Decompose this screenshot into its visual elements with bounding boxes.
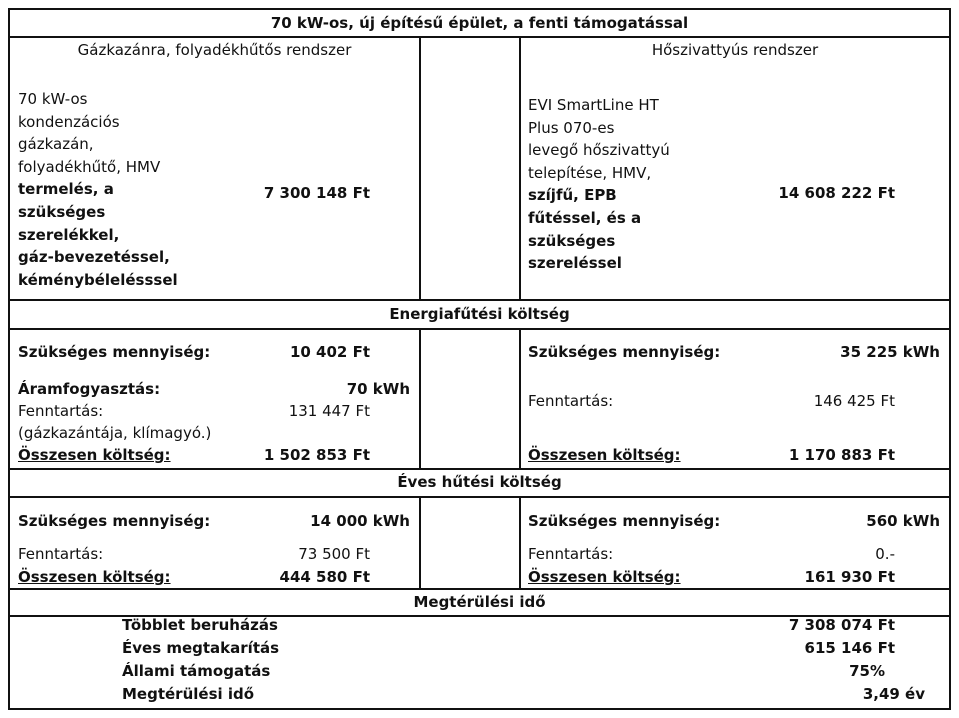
rule-payback-top	[10, 588, 949, 590]
cooling-left-need-label: Szükséges mennyiség:	[18, 512, 211, 530]
right-desc-line: telepítése, HMV,	[528, 163, 652, 182]
left-desc-line: kéménybélelésssel	[18, 270, 178, 289]
cooling-left-fee-label: Fenntartás:	[18, 545, 104, 563]
energy-right-need-label: Szükséges mennyiség:	[528, 343, 721, 361]
payback-row-value: 615 146 Ft	[804, 639, 895, 657]
energy-left-price-label: Áramfogyasztás:	[18, 380, 161, 398]
page-title: 70 kW-os, új építésű épület, a fenti támogatással	[270, 14, 689, 32]
divider-2c	[519, 496, 521, 588]
rule-title	[10, 36, 949, 38]
energy-left-price-value: 70 kWh	[346, 380, 410, 398]
cost-comparison-table	[8, 8, 951, 710]
right-desc-line: Plus 070-es	[528, 118, 615, 137]
left-desc-line: kondenzációs	[18, 112, 120, 131]
energy-left-fee-value: 131 447 Ft	[288, 402, 370, 420]
cooling-right-fee-label: Fenntartás:	[528, 545, 614, 563]
left-investment-description	[18, 88, 178, 291]
energy-left-need-value: 10 402 Ft	[289, 343, 370, 361]
divider-1c	[419, 496, 421, 588]
rule-cooling-top	[10, 468, 949, 470]
divider-2b	[519, 328, 521, 468]
left-desc-line: termelés, a	[18, 180, 114, 199]
right-investment-description	[528, 94, 670, 275]
energy-right-total-label: Összesen költség:	[528, 446, 681, 464]
rule-energy-bottom	[10, 328, 949, 330]
energy-left-total-value: 1 502 853 Ft	[263, 446, 370, 464]
cooling-left-need-value: 14 000 kWh	[310, 512, 410, 530]
energy-right-fee-label: Fenntartás:	[528, 392, 614, 410]
cooling-right-need-label: Szükséges mennyiség:	[528, 512, 721, 530]
payback-row-label: Állami támogatás	[122, 662, 271, 680]
energy-left-total-label: Összesen költség:	[18, 446, 171, 464]
cooling-right-need-value: 560 kWh	[866, 512, 940, 530]
energy-left-need-label: Szükséges mennyiség:	[18, 343, 211, 361]
left-column-header: Gázkazánra, folyadékhűtős rendszer	[77, 41, 352, 59]
energy-right-need-value: 35 225 kWh	[840, 343, 940, 361]
divider-1b	[419, 328, 421, 468]
right-desc-line: fűtéssel, és a	[528, 208, 642, 227]
cooling-right-total-value: 161 930 Ft	[804, 568, 895, 586]
right-desc-line: szíjfű, EPB	[528, 186, 617, 205]
payback-row-value: 7 308 074 Ft	[788, 616, 895, 634]
cooling-left-total-label: Összesen költség:	[18, 568, 171, 586]
payback-row-label: Többlet beruházás	[122, 616, 278, 634]
cooling-section-header: Éves hűtési költség	[397, 473, 562, 491]
left-desc-line: gáz-bevezetéssel,	[18, 248, 170, 267]
rule-energy-top	[10, 299, 949, 301]
cooling-right-total-label: Összesen költség:	[528, 568, 681, 586]
cooling-left-fee-value: 73 500 Ft	[298, 545, 370, 563]
cooling-right-fee-value: 0.-	[875, 545, 895, 563]
cooling-left-total-value: 444 580 Ft	[279, 568, 370, 586]
right-desc-line: szükséges	[528, 231, 616, 250]
energy-left-fee-label: Fenntartás:	[18, 402, 104, 420]
energy-right-total-value: 1 170 883 Ft	[788, 446, 895, 464]
right-column-header: Hőszivattyús rendszer	[651, 41, 819, 59]
left-desc-line: 70 kW-os	[18, 90, 88, 108]
energy-section-header: Energiafűtési költség	[389, 305, 570, 323]
left-desc-line: szükséges	[18, 202, 106, 221]
payback-row-value: 75%	[849, 662, 885, 680]
payback-section-header: Megtérülési idő	[413, 593, 546, 611]
right-desc-line: EVI SmartLine HT	[528, 96, 659, 114]
right-desc-line: levegő hőszivattyú	[528, 141, 670, 160]
payback-row-label: Éves megtakarítás	[122, 639, 280, 657]
divider-1a	[419, 36, 421, 299]
left-desc-line: gázkazán,	[18, 135, 94, 154]
left-desc-line: szerelékkel,	[18, 225, 120, 244]
left-desc-line: folyadékhűtő, HMV	[18, 157, 161, 176]
right-desc-line: szereléssel	[528, 254, 622, 273]
payback-row-value: 3,49 év	[862, 685, 925, 703]
energy-left-note: (gázkazántája, klímagyó.)	[18, 424, 212, 442]
divider-2a	[519, 36, 521, 299]
rule-cooling-bottom	[10, 496, 949, 498]
left-investment-value: 7 300 148 Ft	[263, 184, 370, 202]
payback-row-label: Megtérülési idő	[122, 685, 255, 703]
right-investment-value: 14 608 222 Ft	[778, 184, 895, 202]
energy-right-fee-value: 146 425 Ft	[813, 392, 895, 410]
